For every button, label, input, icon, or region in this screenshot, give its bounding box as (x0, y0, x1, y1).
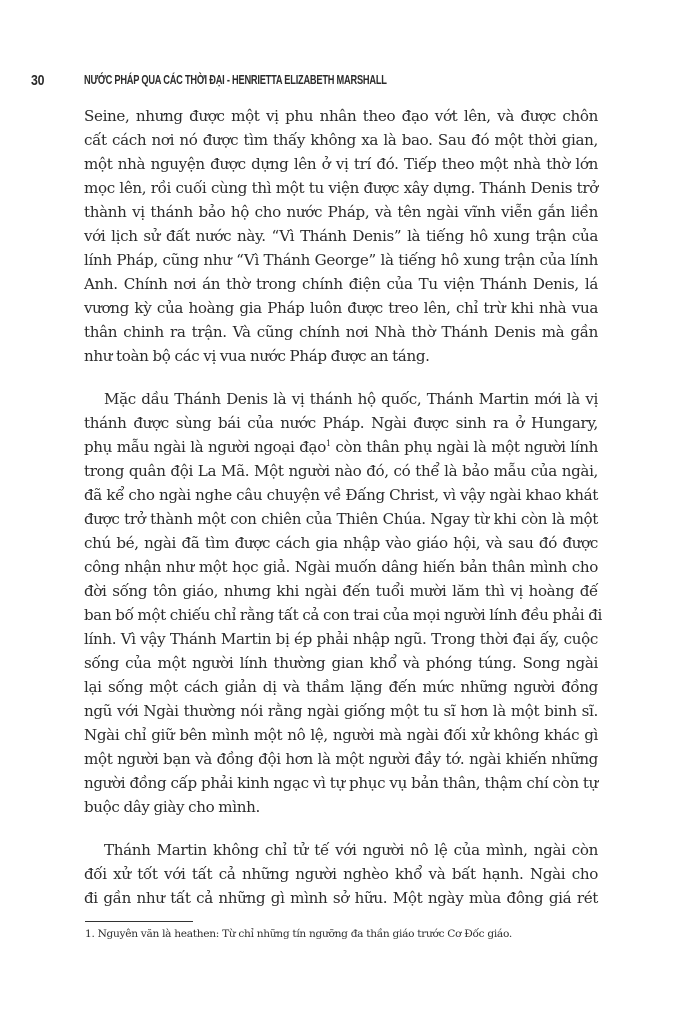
text-line: Thánh Martin không chỉ tử tế với người nô lệ của mình, ngài còn (104, 841, 598, 859)
paragraph-2 (84, 387, 603, 819)
text-line: lính Pháp, cũng như “Vì Thánh George” là tiếng hô xung trận của lính (84, 251, 598, 269)
text-line: đã kể cho ngài nghe câu chuyện về Đấng Christ, vì vậy ngài khao khát (84, 486, 598, 504)
text-line: như toàn bộ các vị vua nước Pháp được an táng. (84, 347, 430, 365)
text-line: thành vị thánh bảo hộ cho nước Pháp, và tên ngài vĩnh viễn gắn liền (84, 203, 598, 221)
footnote-divider (85, 921, 193, 922)
page-number: 30 (31, 71, 45, 89)
text-line: vương kỳ của hoàng gia Pháp luôn được treo lên, chỉ trừ khi nhà vua (84, 299, 598, 317)
text-line: cất cách nơi nó được tìm thấy không xa là bao. Sau đó một thời gian, (84, 131, 598, 149)
text-segment: còn thân phụ ngài là một người lính (330, 438, 598, 456)
running-head (31, 70, 493, 90)
text-line: trong quân đội La Mã. Một người nào đó, có thể là bảo mẫu của ngài, (84, 462, 598, 480)
text-segment: phụ mẫu ngài là người ngoại đạo (84, 438, 326, 456)
text-line: người đồng cấp phải kinh ngạc vì tự phục vụ bản thân, thậm chí còn tự (84, 774, 598, 792)
text-line: Anh. Chính nơi án thờ trong chính điện của Tu viện Thánh Denis, lá (84, 275, 598, 293)
text-line: lại sống một cách giản dị và thầm lặng đến mức những người đồng (84, 678, 598, 696)
body-text (84, 104, 603, 910)
text-line: công nhận như một học giả. Ngài muốn dâng hiến bản thân mình cho (84, 558, 598, 576)
text-line: buộc dây giày cho mình. (84, 798, 260, 816)
text-line: thánh được sùng bái của nước Pháp. Ngài được sinh ra ở Hungary, (84, 414, 598, 432)
text-line: mọc lên, rồi cuối cùng thì một tu viện được xây dựng. Thánh Denis trở (84, 179, 598, 197)
text-line: chú bé, ngài đã tìm được cách gia nhập vào giáo hội, và sau đó được (84, 534, 598, 552)
text-line: lính. Vì vậy Thánh Martin bị ép phải nhập ngũ. Trong thời đại ấy, cuộc (84, 630, 598, 648)
text-line: ngũ với Ngài thường nói rằng ngài giống một tu sĩ hơn là một binh sĩ. (84, 702, 598, 720)
text-line: thân chinh ra trận. Và cũng chính nơi Nhà thờ Thánh Denis mà gần (84, 323, 598, 341)
text-line: ban bố một chiếu chỉ rằng tất cả con trai của mọi người lính đều phải đi (84, 606, 603, 624)
footnote: 1. Nguyên văn là heathen: Từ chỉ những tín ngưỡng đa thần giáo trước Cơ Đốc giáo. (85, 928, 512, 940)
text-line: đời sống tôn giáo, nhưng khi ngài đến tuổi mười lăm thì vị hoàng đế (84, 582, 598, 600)
paragraph-1 (84, 104, 598, 368)
text-line: Ngài chỉ giữ bên mình một nô lệ, người mà ngài đối xử không khác gì (84, 726, 598, 744)
book-title: NƯỚC PHÁP QUA CÁC THỜI ĐẠI - HENRIETTA ELIZABETH MARSHALL (84, 73, 387, 87)
footnote-reference[interactable]: 1 (325, 439, 331, 448)
text-line: Seine, nhưng được một vị phu nhân theo đạo vớt lên, và được chôn (84, 107, 598, 125)
text-line: được trở thành một con chiên của Thiên Chúa. Ngay từ khi còn là một (84, 510, 598, 528)
text-line: một người bạn và đồng đội hơn là một người đầy tớ. ngài khiến những (84, 750, 598, 768)
text-line: đi gần như tất cả những gì mình sở hữu. Một ngày mùa đông giá rét (84, 889, 598, 907)
paragraph-3 (84, 838, 598, 910)
text-line-with-footnote (84, 435, 598, 459)
text-line: đối xử tốt với tất cả những người nghèo khổ và bất hạnh. Ngài cho (84, 865, 598, 883)
text-line: với lịch sử đất nước này. “Vì Thánh Denis” là tiếng hô xung trận của (84, 227, 598, 245)
text-line: sống của một người lính thường gian khổ và phóng túng. Song ngài (84, 654, 598, 672)
text-line: một nhà nguyện được dựng lên ở vị trí đó. Tiếp theo một nhà thờ lớn (84, 155, 598, 173)
text-line: Mặc dầu Thánh Denis là vị thánh hộ quốc, Thánh Martin mới là vị (104, 390, 598, 408)
